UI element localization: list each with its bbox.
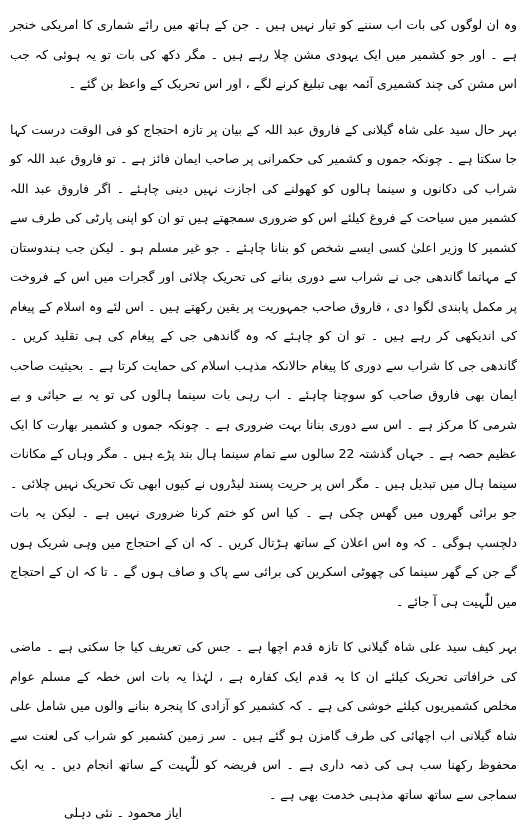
author-signature: ایاز محمود ۔ نئی دہلی [64,805,183,820]
article-paragraph-2: بہر حال سید علی شاہ گیلانی کے فاروق عبد اللہ کے بیان پر تازہ احتجاج کو فی الوقت درست کہا جا سکتا ہے ۔ چونکہ جموں و کشمیر کی حکمرانی پر صاحب ایمان فائز ہے ۔ تو فاروق عبد اللہ کو شراب کی دکانوں و سینما ہالوں کو کھولنے کی اجازت نہیں دینی چاہئے ۔ اگر فاروق عبد اللہ کشمیر میں سیاحت کے فروغ کیلئے اس کو ضروری سمجھتے ہیں تو ان کو اپنی پارٹی کی طرف سے کشمیر کا وزیر اعلیٰ کسی ایسے شخص کو بنانا چاہئے ۔ جو غیر مسلم ہو ۔ لیکن جب ہندوستان کے مہاتما گاندھی جی نے شراب سے دوری بنانے کی تحریک چلائی اور گجرات میں اس کے فروخت پر مکمل پابندی لگوا دی ، فاروق صاحب جمہوریت پر یقین رکھتے ہیں ۔ اس لئے وہ اسلام کے پیغام کی اندیکھی کر رہے ہیں ۔ تو ان کو چاہئے کہ وہ گاندھی جی کے پیغام کی ہی تقلید کریں ۔ گاندھی جی کا شراب سے دوری کا پیغام حالانکہ مذہب اسلام کی حمایت کرتا ہے ۔ بحیثیت صاحب ایمان بھی فاروق صاحب کو سوچنا چاہئے ۔ اب رہی بات سینما ہالوں کی تو یہ بے حیائی و بے شرمی کا مرکز ہے ۔ اس سے دوری بنانا بہت ضروری ہے ۔ چونکہ جموں و کشمیر بھارت کا ایک عظیم حصہ ہے ۔ جہاں گذشتہ 22 سالوں سے تمام سینما ہال بند پڑے ہیں ۔ مگر وہاں کے مکانات سینما ہال میں تبدیل ہیں ۔ مگر اس پر حریت پسند لیڈروں نے کیوں ابھی تک تحریک نہیں چلائی ۔ جو برائی گھروں میں گھس چکی ہے ۔ کیا اس کو ختم کرنا ضروری نہیں ہے ۔ لیکن یہ بات دلچسپ ہوگی ۔ کہ وہ اس اعلان کے ساتھ ہڑتال کریں ۔ کہ ان کے احتجاج میں وہی شریک ہوں گے جن کے گھر سینما کی چھوٹی اسکرین کی برائی سے پاک و صاف ہوں گے ۔ تا کہ ان کے احتجاج میں للّٰہیت ہی آ جائے ۔ [10,121,517,609]
article-paragraph-3: بہر کیف سید علی شاہ گیلانی کا تازہ قدم اچھا ہے ۔ جس کی تعریف کیا جا سکتی ہے ۔ ماضی کی خرافاتی تحریک کیلئے ان کا یہ قدم ایک کفارہ ہے ، لہٰذا یہ بات اس خطہ کے مسلم عوام مخلص کشمیریوں کیلئے خوشی کی ہے ۔ کہ کشمیر کو آزادی کا پنجرہ بنانے والوں میں شامل علی شاہ گیلانی اب اچھائی کی طرف گامزن ہو گئے ہیں ۔ سر زمین کشمیر کو شراب کی لعنت سے محفوظ رکھنا سب ہی کی ذمہ داری ہے ۔ اس فریضہ کو للّٰہیت کے ساتھ انجام دیں ۔ یہ ایک سماجی سے ساتھ ساتھ مذہبی خدمت بھی ہے ۔ [10,639,517,802]
article-paragraph-1: وہ ان لوگوں کی بات اب سننے کو تیار نہیں ہیں ۔ جن کے ہاتھ میں رائے شماری کا امریکی خنجر ہے ۔ اور جو کشمیر میں ایک یہودی مشن چلا رہے ہیں ۔ مگر دکھ کی بات تو یہ ہوئی کہ جب اس مشن کی چند کشمیری آئمہ بھی تبلیغ کرنے لگے ، اور اس تحریک کے واعظ بن گئے ۔ [10,17,517,91]
